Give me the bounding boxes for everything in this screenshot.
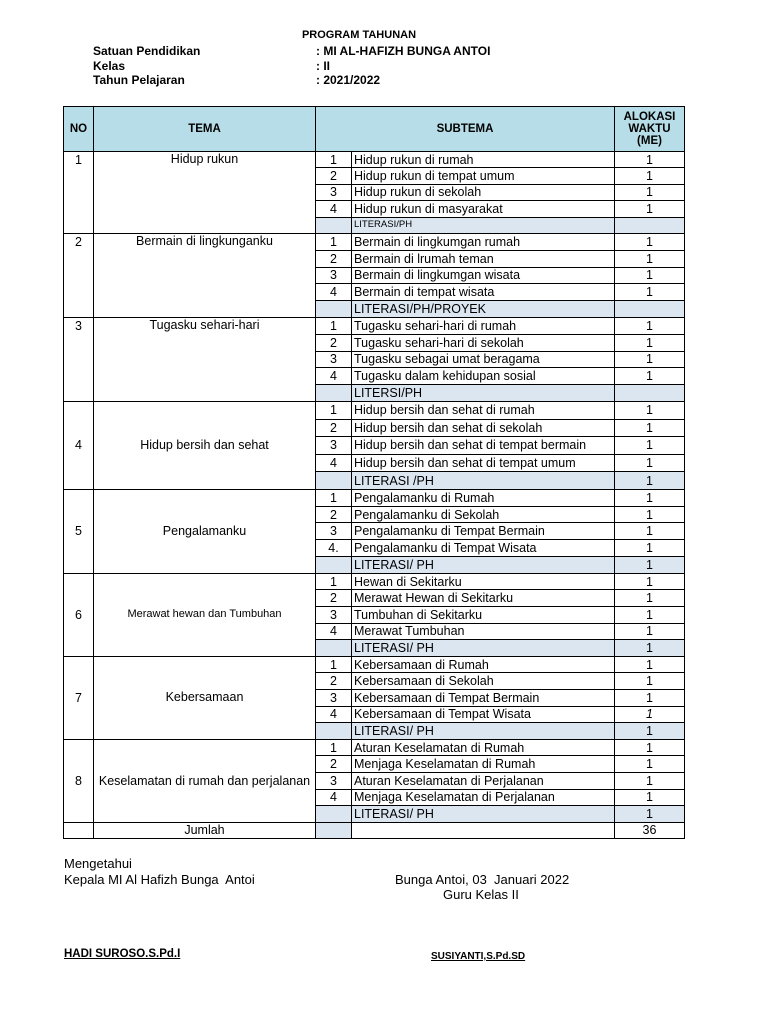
alokasi-cell: 1: [615, 267, 685, 284]
alokasi-cell: 1: [615, 607, 685, 624]
subtheme-text-cell: Aturan Keselamatan di Rumah: [352, 739, 615, 756]
subtheme-number-cell: 2: [316, 168, 352, 184]
subtheme-text-cell: Hewan di Sekitarku: [352, 573, 615, 590]
subtheme-text-cell: Menjaga Keselamatan di Rumah: [352, 756, 615, 773]
total-label-cell: Jumlah: [94, 822, 316, 838]
total-row: [64, 822, 685, 838]
literasi-text-cell: LITERASI/PH/PROYEK: [352, 301, 615, 318]
subtheme-text-cell: Hidup rukun di sekolah: [352, 184, 615, 200]
alokasi-cell: 1: [615, 233, 685, 250]
subtheme-number-cell: 2: [316, 756, 352, 773]
subtheme-number-cell: 2: [316, 419, 352, 437]
alokasi-cell: 1: [615, 773, 685, 790]
subtheme-number-cell: 4: [316, 201, 352, 217]
table-header: [64, 107, 685, 152]
subtheme-number-cell: 4: [316, 454, 352, 472]
subtheme-number-cell: 1: [316, 233, 352, 250]
alokasi-cell: 1: [615, 706, 685, 723]
table-body: [64, 152, 685, 839]
theme-number-cell: 8: [64, 739, 94, 822]
document-title: PROGRAM TAHUNAN: [301, 29, 417, 41]
literasi-alokasi-cell: 1: [615, 640, 685, 657]
literasi-alokasi-cell: 1: [615, 472, 685, 490]
theme-number-cell: 5: [64, 489, 94, 573]
subtheme-number-cell: 3: [316, 773, 352, 790]
theme-name-cell: Keselamatan di rumah dan perjalanan: [94, 739, 316, 822]
alokasi-cell: 1: [615, 368, 685, 385]
literasi-text-cell: LITERASI /PH: [352, 472, 615, 490]
subtheme-text-cell: Merawat Tumbuhan: [352, 623, 615, 640]
alokasi-cell: 1: [615, 590, 685, 607]
literasi-text-cell: LITERASI/ PH: [352, 806, 615, 823]
subtheme-number-cell: 4: [316, 706, 352, 723]
subtheme-number-cell: 1: [316, 573, 352, 590]
subtheme-text-cell: Hidup bersih dan sehat di tempat bermain: [352, 437, 615, 455]
subtheme-text-cell: Bermain di lingkumgan wisata: [352, 267, 615, 284]
literasi-alokasi-cell: 1: [615, 806, 685, 823]
literasi-alokasi-cell: [615, 385, 685, 402]
class-value: : II: [316, 59, 330, 73]
subtheme-number-cell: 3: [316, 523, 352, 540]
subtheme-text-cell: Hidup bersih dan sehat di rumah: [352, 401, 615, 419]
subtheme-number-cell: 1: [316, 317, 352, 334]
class-label: Kelas: [93, 59, 126, 73]
alokasi-cell: 1: [615, 523, 685, 540]
subtheme-number-cell: 1: [316, 401, 352, 419]
alokasi-header: [615, 107, 685, 152]
total-number-cell: [64, 822, 94, 838]
theme-number-cell: 4: [64, 401, 94, 489]
subtheme-text-cell: Tugasku dalam kehidupan sosial: [352, 368, 615, 385]
literasi-alokasi-cell: 1: [615, 557, 685, 574]
teacher-name: SUSIYANTI,S.Pd.SD: [431, 951, 526, 962]
subtheme-text-cell: Hidup bersih dan sehat di tempat umum: [352, 454, 615, 472]
subtheme-row: [64, 489, 685, 506]
principal-name: HADI SUROSO.S.Pd.I: [64, 948, 181, 960]
subtheme-number-cell: 3: [316, 267, 352, 284]
subtheme-text-cell: Pengalamanku di Tempat Wisata: [352, 540, 615, 557]
subtheme-row: [64, 401, 685, 419]
alokasi-cell: 1: [615, 250, 685, 267]
subtheme-text-cell: Tugasku sehari-hari di rumah: [352, 317, 615, 334]
principal-title: Kepala MI Al Hafizh Bunga Antoi: [64, 872, 255, 887]
literasi-number-cell: [316, 217, 352, 233]
theme-name-cell: Hidup bersih dan sehat: [94, 401, 316, 489]
alokasi-cell: 1: [615, 739, 685, 756]
subtheme-text-cell: Pengalamanku di Tempat Bermain: [352, 523, 615, 540]
subtheme-number-cell: 3: [316, 437, 352, 455]
literasi-number-cell: [316, 640, 352, 657]
alokasi-cell: 1: [615, 152, 685, 168]
academic-year-label: Tahun Pelajaran: [93, 73, 185, 87]
subtheme-text-cell: Hidup rukun di masyarakat: [352, 201, 615, 217]
school-label: Satuan Pendidikan: [93, 44, 201, 58]
school-value: : MI AL-HAFIZH BUNGA ANTOI: [316, 44, 491, 58]
subtheme-text-cell: Bermain di tempat wisata: [352, 284, 615, 301]
subtheme-text-cell: Merawat Hewan di Sekitarku: [352, 590, 615, 607]
subtheme-row: [64, 152, 685, 168]
alokasi-cell: 1: [615, 454, 685, 472]
subtheme-text-cell: Hidup bersih dan sehat di sekolah: [352, 419, 615, 437]
subtema-header: SUBTEMA: [316, 107, 615, 152]
alokasi-header-line: WAKTU: [628, 123, 671, 135]
subtheme-text-cell: Hidup rukun di rumah: [352, 152, 615, 168]
alokasi-cell: 1: [615, 673, 685, 690]
alokasi-cell: 1: [615, 401, 685, 419]
alokasi-header-line: (ME): [637, 135, 662, 147]
alokasi-cell: 1: [615, 690, 685, 707]
alokasi-cell: 1: [615, 540, 685, 557]
theme-name-cell: Hidup rukun: [94, 152, 316, 234]
literasi-number-cell: [316, 723, 352, 740]
theme-name-cell: Kebersamaan: [94, 656, 316, 739]
alokasi-cell: 1: [615, 351, 685, 368]
subtheme-number-cell: 2: [316, 506, 352, 523]
subtheme-number-cell: 3: [316, 351, 352, 368]
alokasi-cell: 1: [615, 656, 685, 673]
subtheme-number-cell: 4: [316, 623, 352, 640]
literasi-number-cell: [316, 301, 352, 318]
subtheme-row: [64, 573, 685, 590]
teacher-title: Guru Kelas II: [443, 887, 519, 902]
literasi-text-cell: LITERASI/PH: [352, 217, 615, 233]
theme-name-cell: Bermain di lingkunganku: [94, 233, 316, 317]
alokasi-cell: 1: [615, 506, 685, 523]
subtheme-number-cell: 4: [316, 368, 352, 385]
subtheme-text-cell: Kebersamaan di Rumah: [352, 656, 615, 673]
alokasi-cell: 1: [615, 201, 685, 217]
subtheme-row: [64, 317, 685, 334]
literasi-number-cell: [316, 385, 352, 402]
subtheme-text-cell: Bermain di lrumah teman: [352, 250, 615, 267]
theme-name-cell: Merawat hewan dan Tumbuhan: [94, 573, 316, 656]
alokasi-cell: 1: [615, 419, 685, 437]
program-table: [63, 106, 685, 839]
theme-name-cell: Pengalamanku: [94, 489, 316, 573]
subtheme-number-cell: 4: [316, 789, 352, 806]
alokasi-cell: 1: [615, 489, 685, 506]
alokasi-cell: 1: [615, 437, 685, 455]
alokasi-cell: 1: [615, 573, 685, 590]
subtheme-text-cell: Kebersamaan di Tempat Bermain: [352, 690, 615, 707]
subtheme-number-cell: 4: [316, 284, 352, 301]
subtheme-text-cell: Aturan Keselamatan di Perjalanan: [352, 773, 615, 790]
alokasi-cell: 1: [615, 317, 685, 334]
literasi-number-cell: [316, 806, 352, 823]
literasi-text-cell: LITERSI/PH: [352, 385, 615, 402]
subtheme-row: [64, 233, 685, 250]
subtheme-text-cell: Hidup rukun di tempat umum: [352, 168, 615, 184]
subtheme-text-cell: Menjaga Keselamatan di Perjalanan: [352, 789, 615, 806]
header-row: [64, 107, 685, 152]
subtheme-number-cell: 1: [316, 489, 352, 506]
subtheme-number-cell: 1: [316, 656, 352, 673]
subtheme-row: [64, 739, 685, 756]
literasi-number-cell: [316, 472, 352, 490]
subtheme-number-cell: 1: [316, 152, 352, 168]
alokasi-cell: 1: [615, 168, 685, 184]
alokasi-cell: 1: [615, 334, 685, 351]
acknowledgement-label: Mengetahui: [64, 856, 132, 871]
subtheme-number-cell: 2: [316, 334, 352, 351]
subtheme-number-cell: 3: [316, 607, 352, 624]
alokasi-cell: 1: [615, 756, 685, 773]
literasi-alokasi-cell: [615, 301, 685, 318]
alokasi-cell: 1: [615, 184, 685, 200]
subtheme-number-cell: 3: [316, 690, 352, 707]
no-header: NO: [64, 107, 94, 152]
theme-number-cell: 2: [64, 233, 94, 317]
place-date: Bunga Antoi, 03 Januari 2022: [395, 872, 570, 887]
total-subtheme-text-cell: [352, 822, 615, 838]
subtheme-number-cell: 3: [316, 184, 352, 200]
subtheme-number-cell: 2: [316, 250, 352, 267]
subtheme-number-cell: 2: [316, 673, 352, 690]
subtheme-number-cell: 2: [316, 590, 352, 607]
academic-year-value: : 2021/2022: [316, 73, 381, 87]
theme-number-cell: 1: [64, 152, 94, 234]
alokasi-header-line: ALOKASI: [623, 111, 676, 123]
theme-number-cell: 6: [64, 573, 94, 656]
total-alokasi-cell: 36: [615, 822, 685, 838]
subtheme-text-cell: Tugasku sebagai umat beragama: [352, 351, 615, 368]
literasi-text-cell: LITERASI/ PH: [352, 640, 615, 657]
theme-number-cell: 7: [64, 656, 94, 739]
subtheme-text-cell: Kebersamaan di Tempat Wisata: [352, 706, 615, 723]
subtheme-text-cell: Bermain di lingkumgan rumah: [352, 233, 615, 250]
subtheme-number-cell: 1: [316, 739, 352, 756]
literasi-text-cell: LITERASI/ PH: [352, 723, 615, 740]
subtheme-text-cell: Pengalamanku di Rumah: [352, 489, 615, 506]
alokasi-cell: 1: [615, 284, 685, 301]
literasi-number-cell: [316, 557, 352, 574]
subtheme-text-cell: Tugasku sehari-hari di sekolah: [352, 334, 615, 351]
subtheme-text-cell: Kebersamaan di Sekolah: [352, 673, 615, 690]
subtheme-row: [64, 656, 685, 673]
theme-name-cell: Tugasku sehari-hari: [94, 317, 316, 401]
subtheme-text-cell: Pengalamanku di Sekolah: [352, 506, 615, 523]
alokasi-cell: 1: [615, 789, 685, 806]
alokasi-cell: 1: [615, 623, 685, 640]
theme-number-cell: 3: [64, 317, 94, 401]
literasi-alokasi-cell: 1: [615, 723, 685, 740]
literasi-text-cell: LITERASI/ PH: [352, 557, 615, 574]
total-subtheme-number-cell: [316, 822, 352, 838]
subtheme-number-cell: 4.: [316, 540, 352, 557]
tema-header: TEMA: [94, 107, 316, 152]
literasi-alokasi-cell: [615, 217, 685, 233]
subtheme-text-cell: Tumbuhan di Sekitarku: [352, 607, 615, 624]
